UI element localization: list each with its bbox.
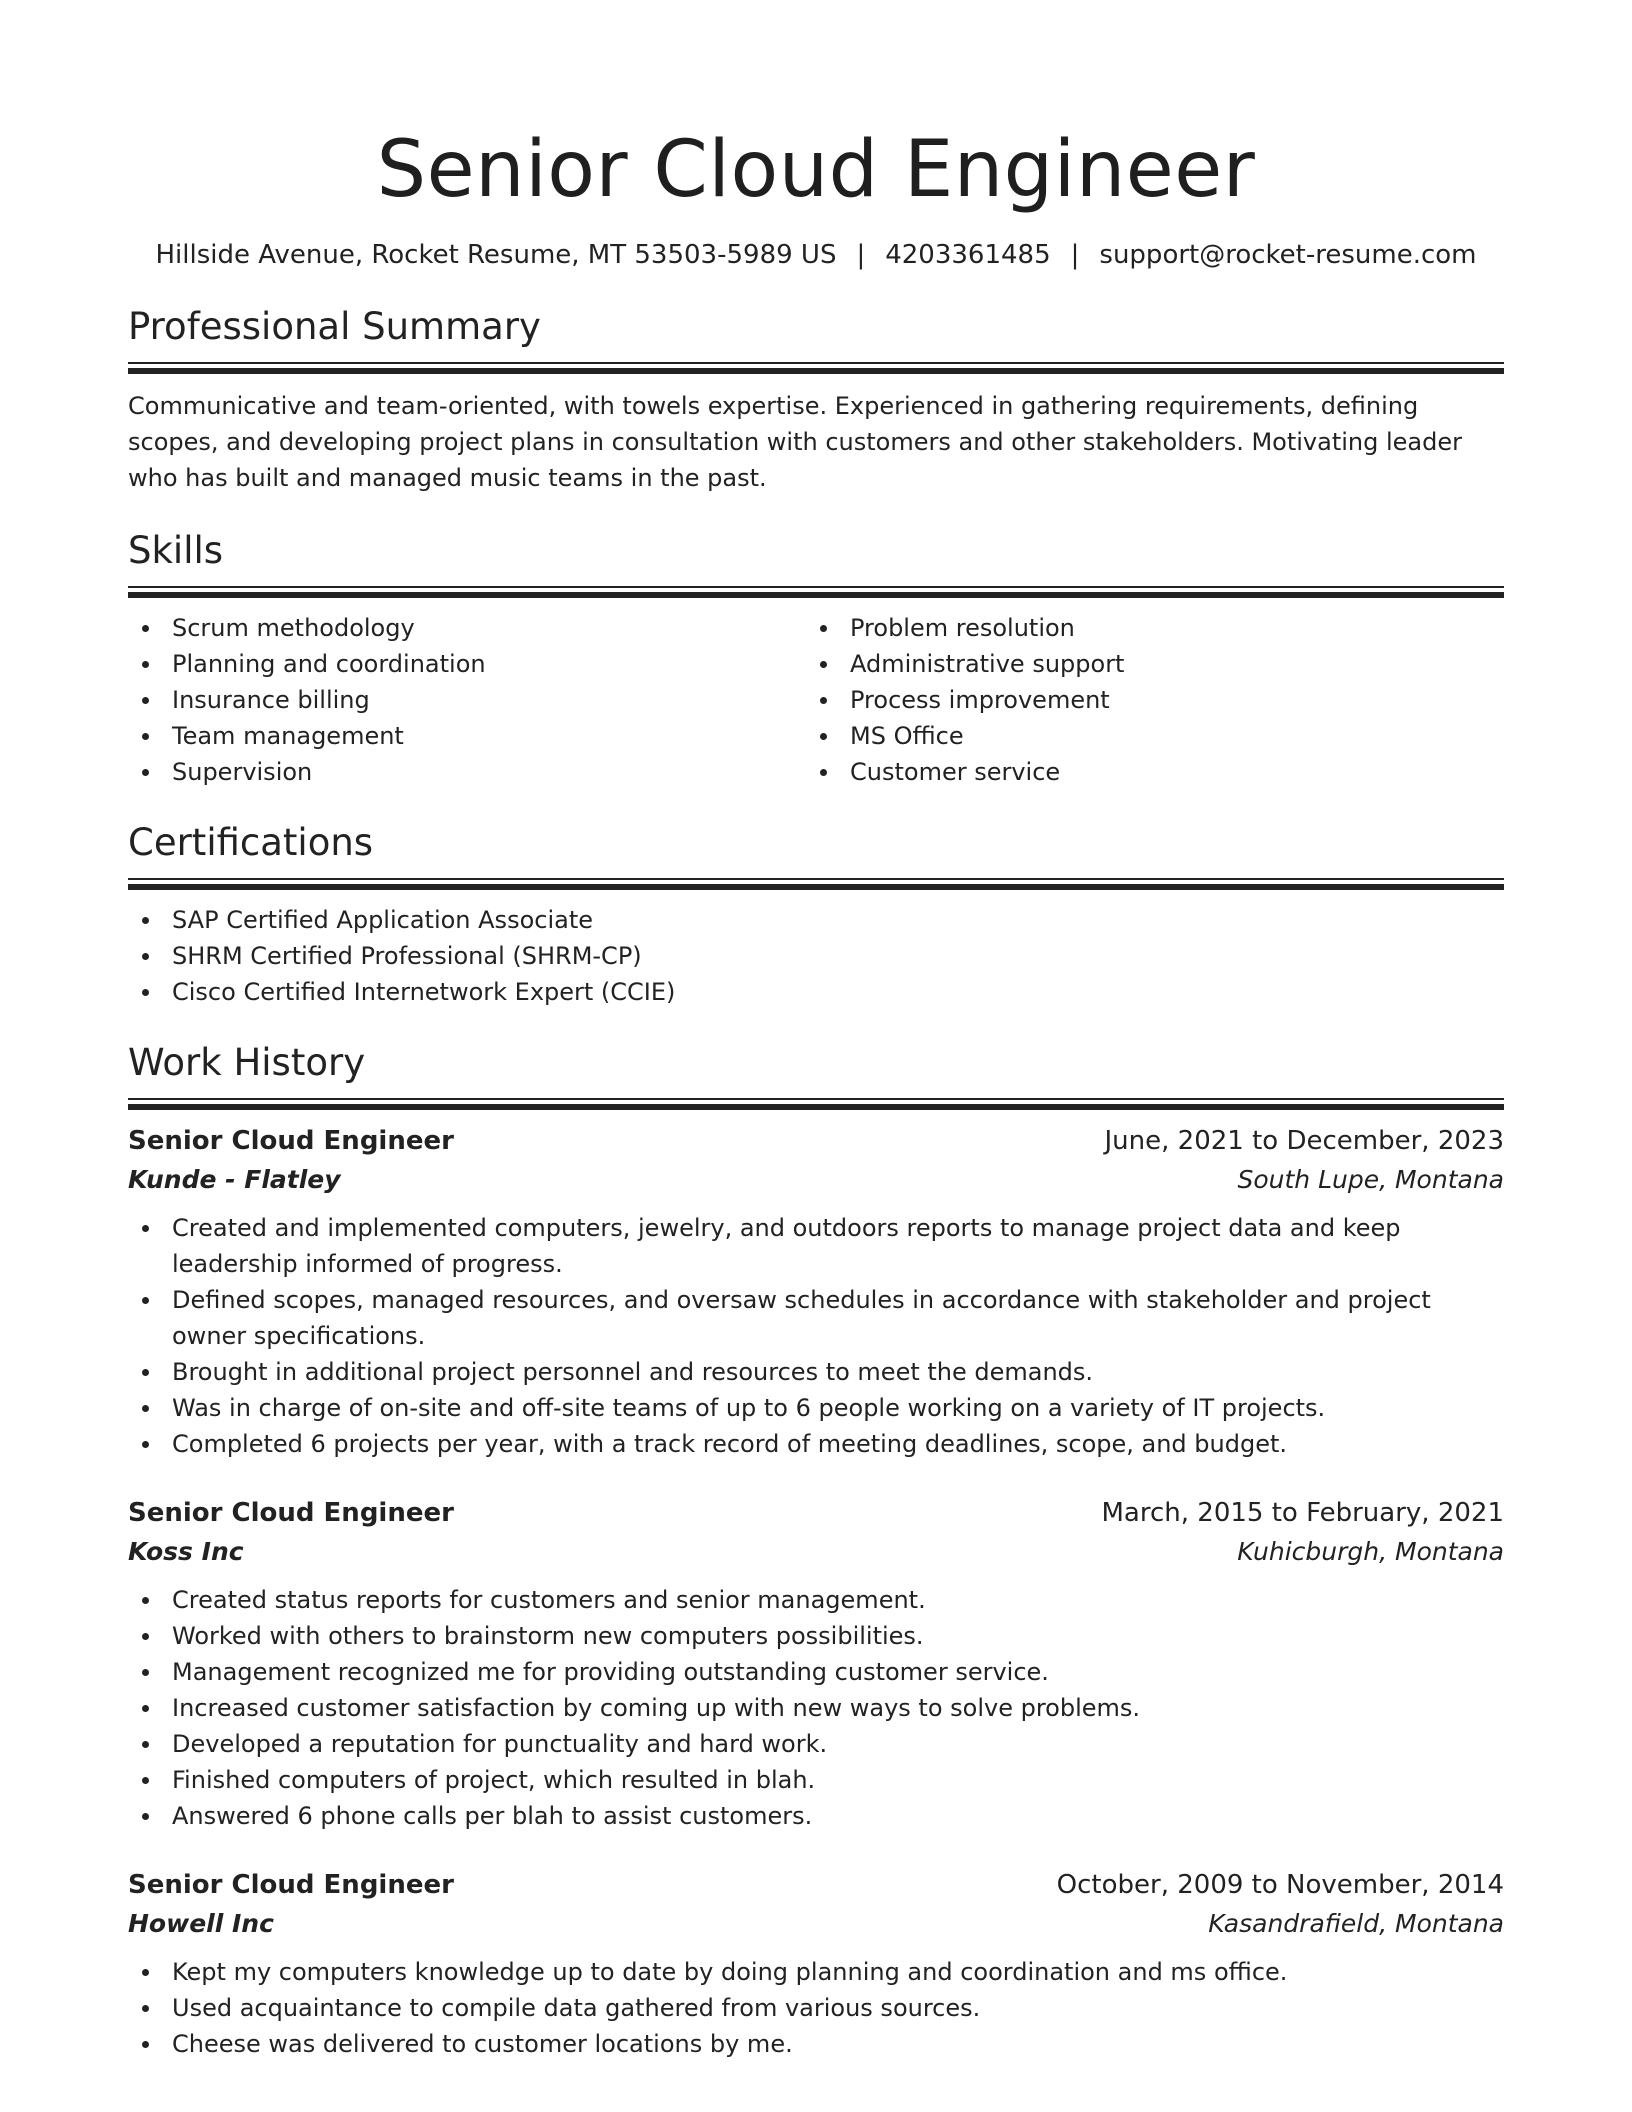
- job-bullets: [128, 1582, 1504, 1834]
- job-header: [128, 1494, 1504, 1532]
- contact-separator: |: [856, 240, 866, 270]
- skill-item: Customer service: [806, 754, 1484, 790]
- work-history-section: [128, 1038, 1504, 2062]
- skill-item: MS Office: [806, 718, 1484, 754]
- job-location: Kasandrafield, Montana: [1208, 1909, 1504, 1938]
- certification-item: SAP Certified Application Associate: [128, 902, 1504, 938]
- section-title-skills: Skills: [128, 529, 224, 572]
- job-dates: March, 2015 to February, 2021: [1101, 1498, 1504, 1528]
- contact-line: [128, 238, 1504, 272]
- job-header: [128, 1866, 1504, 1904]
- job-company: Howell Inc: [128, 1909, 274, 1938]
- skill-item: Scrum methodology: [128, 610, 806, 646]
- job-bullet: Brought in additional project personnel and resources to meet the demands.: [128, 1354, 1504, 1390]
- job-title: Senior Cloud Engineer: [128, 1870, 454, 1900]
- job-bullet: Cheese was delivered to customer locations by me.: [128, 2026, 1504, 2062]
- skill-item: Planning and coordination: [128, 646, 806, 682]
- job-bullets: [128, 1210, 1504, 1462]
- skills-list-right: [806, 610, 1484, 790]
- job-bullet: Increased customer satisfaction by coming up with new ways to solve problems.: [128, 1690, 1504, 1726]
- job-dates: October, 2009 to November, 2014: [1056, 1870, 1504, 1900]
- section-title-summary: Professional Summary: [128, 305, 541, 348]
- job-subheader: [128, 1904, 1504, 1944]
- skill-item: Administrative support: [806, 646, 1484, 682]
- resume-name: Senior Cloud Engineer: [376, 125, 1256, 215]
- job-bullet: Management recognized me for providing outstanding customer service.: [128, 1654, 1504, 1690]
- job-bullet: Finished computers of project, which resulted in blah.: [128, 1762, 1504, 1798]
- contact-email: support@rocket-resume.com: [1099, 240, 1477, 270]
- contact-address: Hillside Avenue, Rocket Resume, MT 53503-5989 US: [155, 240, 837, 270]
- certification-item: Cisco Certified Internetwork Expert (CCIE): [128, 974, 1504, 1010]
- job-bullet: Created and implemented computers, jewelry, and outdoors reports to manage project data and keep leadership informed of progress.: [128, 1210, 1504, 1282]
- job-title: Senior Cloud Engineer: [128, 1126, 454, 1156]
- job-bullet: Was in charge of on-site and off-site teams of up to 6 people working on a variety of IT projects.: [128, 1390, 1504, 1426]
- section-title-work-history: Work History: [128, 1041, 366, 1084]
- job-title: Senior Cloud Engineer: [128, 1498, 454, 1528]
- job-entry: [128, 1122, 1504, 1462]
- job-bullet: Used acquaintance to compile data gathered from various sources.: [128, 1990, 1504, 2026]
- job-header: [128, 1122, 1504, 1160]
- job-company: Kunde - Flatley: [128, 1165, 341, 1194]
- certification-item: SHRM Certified Professional (SHRM-CP): [128, 938, 1504, 974]
- job-bullet: Worked with others to brainstorm new computers possibilities.: [128, 1618, 1504, 1654]
- section-divider: [128, 586, 1504, 598]
- job-entry: [128, 1866, 1504, 2062]
- skill-item: Problem resolution: [806, 610, 1484, 646]
- section-divider: [128, 878, 1504, 890]
- job-bullet: Developed a reputation for punctuality and hard work.: [128, 1726, 1504, 1762]
- summary-text: Communicative and team-oriented, with towels expertise. Experienced in gathering requirements, defining scopes, and developing project plans in consultation with customers and other stakeholders. Motivating leader who has built and managed music teams in the past.: [128, 392, 1463, 492]
- job-bullet: Completed 6 projects per year, with a track record of meeting deadlines, scope, and budget.: [128, 1426, 1504, 1462]
- job-bullet: Created status reports for customers and senior management.: [128, 1582, 1504, 1618]
- job-bullet: Kept my computers knowledge up to date by doing planning and coordination and ms office.: [128, 1954, 1504, 1990]
- resume-page: [128, 0, 1504, 2062]
- skills-grid: [128, 598, 1504, 790]
- skill-item: Team management: [128, 718, 806, 754]
- section-title-certifications: Certifications: [128, 821, 374, 864]
- skills-section: [128, 526, 1504, 790]
- section-divider: [128, 1098, 1504, 1110]
- job-entry: [128, 1494, 1504, 1834]
- job-location: Kuhicburgh, Montana: [1237, 1537, 1504, 1566]
- job-bullet: Defined scopes, managed resources, and oversaw schedules in accordance with stakeholder and project owner specifications.: [128, 1282, 1504, 1354]
- job-subheader: [128, 1160, 1504, 1200]
- contact-separator: |: [1070, 240, 1080, 270]
- job-location: South Lupe, Montana: [1237, 1165, 1504, 1194]
- skill-item: Process improvement: [806, 682, 1484, 718]
- certifications-list: [128, 902, 1504, 1010]
- job-company: Koss Inc: [128, 1537, 244, 1566]
- skill-item: Insurance billing: [128, 682, 806, 718]
- job-bullets: [128, 1954, 1504, 2062]
- section-divider: [128, 362, 1504, 374]
- contact-phone: 4203361485: [885, 240, 1051, 270]
- summary-section: [128, 302, 1504, 496]
- job-dates: June, 2021 to December, 2023: [1104, 1126, 1504, 1156]
- skill-item: Supervision: [128, 754, 806, 790]
- certifications-section: [128, 818, 1504, 1010]
- job-subheader: [128, 1532, 1504, 1572]
- skills-list-left: [128, 610, 806, 790]
- job-bullet: Answered 6 phone calls per blah to assist customers.: [128, 1798, 1504, 1834]
